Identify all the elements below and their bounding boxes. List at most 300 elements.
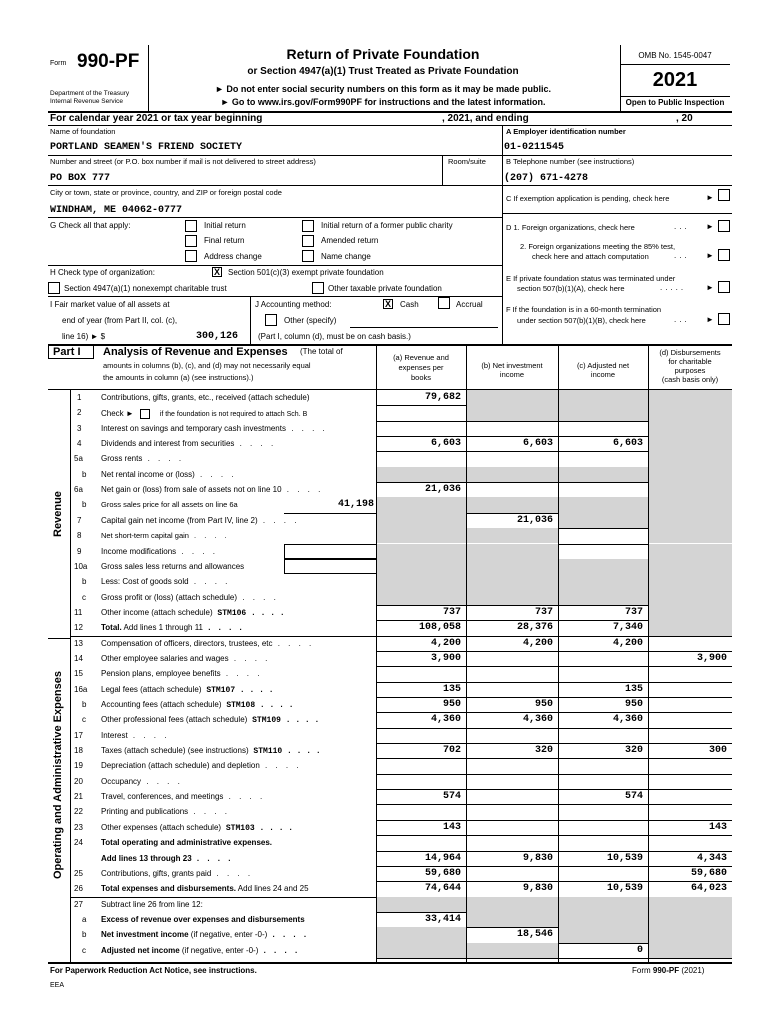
line-description — [101, 901, 203, 909]
line-text: Depreciation (attach schedule) and depletion — [101, 761, 260, 771]
line-text-extra: Add lines 24 and 25 — [236, 884, 309, 894]
line-number: 7 — [77, 515, 82, 525]
part1-desc-line1: amounts in columns (b), (c), and (d) may not necessarily equal — [103, 361, 311, 370]
notice-ssn: ► Do not enter social security numbers on this form as it may be made public. — [215, 84, 551, 94]
line-description — [101, 609, 285, 618]
line-number: 1 — [77, 393, 82, 402]
shaded-cell — [377, 497, 466, 512]
shaded-cell — [649, 544, 732, 559]
line-text: Check ► — [101, 409, 134, 419]
col-d-header-line1: (d) Disbursements — [659, 348, 721, 357]
line-description — [101, 409, 307, 419]
amended-return-label: Amended return — [321, 236, 379, 245]
shaded-cell — [467, 528, 558, 543]
line-description — [101, 931, 309, 939]
shaded-cell — [649, 405, 732, 420]
line-text: Gross sales less returns and allowances — [101, 561, 245, 571]
shaded-cell — [649, 605, 732, 620]
shaded-cell — [377, 590, 466, 605]
shaded-cell — [467, 912, 558, 927]
501c3-label: Section 501(c)(3) exempt private foundation — [228, 268, 384, 277]
line-text: Legal fees (attach schedule) — [101, 684, 202, 694]
e-checkbox[interactable] — [718, 281, 730, 293]
line-number: 4 — [77, 439, 82, 449]
line-number: c — [82, 715, 86, 725]
leader-dots: . . . . — [141, 776, 183, 786]
leader-dots: . . . . — [223, 792, 266, 802]
line-text: Other expenses (attach schedule) — [101, 822, 222, 832]
j-note: (Part I, column (d), must be on cash basis.) — [258, 332, 411, 341]
line-description — [101, 808, 230, 816]
shaded-cell — [649, 528, 732, 543]
shaded-cell — [559, 897, 648, 912]
line-number: b — [82, 700, 87, 709]
leader-dots: . . . . — [228, 653, 271, 663]
col-a-value: 4,360 — [430, 714, 461, 726]
col-a-value: 14,964 — [424, 852, 461, 864]
line-text-extra: (if negative, enter -0-) — [179, 945, 259, 955]
line-number: a — [82, 914, 87, 924]
col-c-value: 7,340 — [612, 622, 643, 634]
row-divider — [376, 851, 732, 852]
arrow-d2-icon: ► — [706, 251, 714, 260]
leader-dots: . . . . — [220, 669, 263, 679]
col-a-value: 950 — [442, 699, 461, 710]
col-a-value: 74,644 — [424, 883, 461, 895]
col-b-value: 9,830 — [522, 852, 553, 864]
col-c-value: 4,360 — [612, 714, 643, 726]
line-text: Subtract line 26 from line 12: — [101, 899, 203, 909]
shaded-cell — [467, 390, 558, 405]
shaded-cell — [467, 943, 558, 958]
line-number: 9 — [77, 546, 82, 556]
col-b-value: 21,036 — [516, 514, 553, 526]
initial-return-former-label: Initial return of a former public charity — [321, 221, 453, 230]
col-c-value: 10,539 — [606, 852, 643, 864]
row-divider — [376, 697, 732, 698]
shaded-cell — [467, 559, 558, 574]
col-b-value: 320 — [534, 745, 553, 757]
line-description — [101, 471, 237, 479]
row-divider — [376, 728, 732, 729]
col-c-value: 574 — [624, 791, 643, 803]
city-label: City or town, state or province, country, and ZIP or foreign postal code — [50, 188, 282, 197]
line-text: Contributions, gifts, grants paid — [101, 868, 212, 878]
leader-dots: . . . . — [237, 592, 279, 602]
shaded-cell — [467, 897, 558, 912]
col-c-value: 320 — [624, 745, 643, 757]
line-text: Less: Cost of goods sold — [101, 577, 189, 587]
arrow-f-icon: ► — [706, 315, 714, 324]
shaded-cell — [467, 590, 558, 605]
initial-return-former-checkbox[interactable] — [302, 220, 314, 232]
line-number: 14 — [74, 653, 83, 663]
row-divider — [376, 789, 732, 790]
fmv-value: 300,126 — [196, 331, 239, 342]
line-description — [101, 548, 218, 556]
arrow-c-icon: ► — [706, 193, 714, 202]
part1-title-note: (The total of — [300, 347, 343, 356]
leader-dots: . . . . — [257, 515, 300, 525]
shaded-cell — [649, 451, 732, 466]
shaded-cell — [649, 497, 732, 512]
row-divider — [376, 958, 732, 959]
d1-label: D 1. Foreign organizations, check here — [506, 223, 635, 232]
row-divider — [376, 881, 732, 882]
line-description — [101, 440, 276, 448]
other-taxable-label: Other taxable private foundation — [328, 284, 442, 293]
col-b-value: 18,546 — [516, 929, 553, 941]
footer-form-label — [632, 967, 704, 975]
shaded-cell — [649, 390, 732, 405]
d2-label-line2: check here and attach computation — [532, 252, 649, 261]
shaded-cell — [559, 559, 648, 574]
statement-reference: STM108 . . . . — [221, 701, 294, 710]
col-a-value: 79,682 — [424, 392, 461, 403]
row-divider — [376, 820, 732, 821]
phone-value: (207) 671-4278 — [504, 173, 589, 184]
shaded-cell — [559, 590, 648, 605]
line-text: Other professional fees (attach schedule) — [101, 715, 248, 725]
col-a-value: 4,200 — [430, 637, 461, 649]
leader-dots: . . . . — [188, 577, 231, 587]
statement-reference: STM106 . . . . — [212, 608, 285, 618]
col-a-value: 737 — [442, 606, 461, 618]
line-number: 8 — [77, 531, 82, 541]
e-label-line1: E If private foundation status was terminated under — [506, 274, 676, 283]
line-description — [101, 594, 279, 602]
col-d-value: 300 — [708, 745, 727, 757]
shaded-cell — [559, 467, 648, 482]
city-value: WINDHAM, ME 04062-0777 — [50, 205, 183, 216]
line-description — [101, 655, 270, 663]
part1-desc-line2: the amounts in column (a) (see instructions).) — [103, 373, 254, 382]
line-text: Adjusted net income — [101, 945, 180, 955]
line-text-extra: (if negative, enter -0-) — [188, 930, 268, 940]
col-a-value: 702 — [442, 745, 461, 757]
line-description — [101, 855, 233, 863]
calendar-end: , 20 — [676, 113, 693, 124]
shaded-cell — [377, 897, 466, 912]
shaded-cell — [649, 897, 732, 912]
shaded-cell — [559, 390, 648, 405]
inline-entry-box[interactable] — [284, 544, 376, 559]
footer-paperwork: For Paperwork Reduction Act Notice, see instructions. — [50, 966, 257, 975]
line-text: Net gain or (loss) from sale of assets not on line 10 — [101, 485, 282, 495]
col-a-value: 574 — [442, 791, 461, 803]
line-text: Net short-term capital gain — [101, 531, 189, 541]
address-change-label: Address change — [204, 252, 262, 261]
ein-label: A Employer identification number — [506, 127, 626, 136]
leader-dots: . . . . — [203, 623, 245, 633]
form-title: Return of Private Foundation — [286, 46, 480, 62]
line-text: Net investment income — [101, 930, 189, 940]
4947-trust-checkbox[interactable] — [48, 282, 60, 294]
leader-dots: . . . . — [127, 730, 170, 740]
leader-dots: . . . . — [211, 868, 254, 878]
col-d-value: 3,900 — [696, 652, 727, 664]
col-b-header-line2: income — [499, 370, 525, 379]
line-text: Other employee salaries and wages — [101, 653, 229, 663]
501c3-checkbox[interactable]: X — [213, 267, 220, 277]
line-description — [101, 578, 230, 586]
col-d-header-line3: purposes — [674, 366, 706, 375]
line-number: 2 — [77, 408, 82, 418]
footer-form-prefix: Form — [632, 966, 653, 975]
shaded-cell — [467, 574, 558, 589]
line-number: 20 — [74, 776, 83, 786]
f-label-line2: under section 507(b)(1)(B), check here — [517, 316, 646, 325]
line-number: 16a — [74, 684, 88, 694]
col-d-value: 4,343 — [696, 852, 727, 864]
col-c-value: 4,200 — [612, 637, 643, 649]
shaded-cell — [649, 574, 732, 589]
line-description — [101, 701, 294, 710]
row-divider — [376, 682, 732, 683]
col-b-value: 9,830 — [522, 883, 553, 895]
line-number: 13 — [74, 638, 83, 648]
line-text: Pension plans, employee benefits — [101, 669, 221, 679]
inline-entry-box[interactable] — [284, 559, 376, 574]
line-text: Accounting fees (attach schedule) — [101, 700, 222, 709]
expenses-side-label: Operating and Administrative Expenses — [52, 670, 64, 880]
shaded-cell — [559, 912, 648, 927]
statement-reference: STM109 . . . . — [247, 716, 320, 726]
leader-dots: . . . . — [234, 439, 277, 449]
amended-return-checkbox[interactable] — [302, 235, 314, 247]
line-description — [101, 563, 244, 571]
line-description — [101, 716, 319, 725]
leader-dots: . . . . — [176, 546, 218, 556]
line-text: Capital gain net income (from Part IV, line 2) — [101, 515, 258, 525]
line-text: Excess of revenue over expenses and disbursements — [101, 914, 305, 924]
col-a-value: 3,900 — [430, 652, 461, 664]
leader-dots: . . . . — [272, 638, 315, 648]
line-number: 10a — [74, 561, 88, 571]
line-description — [101, 824, 293, 833]
line-description — [101, 778, 183, 786]
part1-title: Analysis of Revenue and Expenses — [103, 346, 288, 358]
shaded-cell — [559, 927, 648, 942]
col-a-value: 6,603 — [430, 438, 461, 450]
line-description — [101, 839, 272, 847]
name-change-checkbox[interactable] — [302, 250, 314, 262]
shaded-cell — [649, 482, 732, 497]
col-d-header-line4: (cash basis only) — [661, 375, 719, 384]
line-description — [101, 885, 309, 893]
col-c-value: 135 — [624, 683, 643, 695]
line-description — [101, 517, 299, 525]
other-method-checkbox[interactable] — [265, 314, 277, 326]
shaded-cell — [649, 590, 732, 605]
line-text: Gross rents — [101, 454, 143, 464]
revenue-side-label: Revenue — [52, 491, 64, 537]
shaded-cell — [377, 559, 466, 574]
line-number: 12 — [74, 623, 83, 633]
shaded-cell — [649, 421, 732, 436]
final-return-label: Final return — [204, 236, 245, 245]
col-b-value: 28,376 — [516, 622, 553, 634]
form-label: Form — [50, 60, 67, 67]
d2-checkbox[interactable] — [718, 249, 730, 261]
col-c-value: 6,603 — [612, 438, 643, 450]
col-b-value: 4,200 — [522, 637, 553, 649]
line-text-extra: if the foundation is not required to attach Sch. B — [157, 411, 308, 419]
row-divider — [376, 774, 732, 775]
line-number: b — [82, 930, 87, 940]
shaded-cell — [377, 528, 466, 543]
col-a-value: 135 — [442, 683, 461, 695]
part1-tag: Part I — [48, 345, 94, 359]
shaded-cell — [649, 620, 732, 635]
line-text: Gross sales price for all assets on line 6a — [101, 500, 238, 510]
exemption-pending-checkbox[interactable] — [718, 189, 730, 201]
shaded-cell — [467, 405, 558, 420]
d1-checkbox[interactable] — [718, 220, 730, 232]
line-description — [101, 624, 245, 632]
col-d-value: 59,680 — [690, 867, 727, 879]
g-label: G Check all that apply: — [50, 221, 131, 230]
col-b-value: 950 — [534, 699, 553, 710]
line-text: Total. — [101, 623, 122, 633]
leader-dots: . . . . — [281, 485, 324, 495]
i-label-line2: end of year (from Part II, col. (c), — [62, 316, 178, 325]
shaded-cell — [649, 927, 732, 942]
line-text: Occupancy — [101, 776, 142, 786]
leader-dots: . . . . — [142, 454, 185, 464]
d2-label-line1: 2. Foreign organizations meeting the 85% test, — [520, 242, 676, 251]
shaded-cell — [377, 927, 466, 942]
line-text: Total operating and administrative expenses. — [101, 838, 273, 848]
f-checkbox[interactable] — [718, 313, 730, 325]
line-text: Net rental income or (loss) — [101, 469, 195, 479]
shaded-cell — [649, 943, 732, 958]
col-c-value: 950 — [624, 699, 643, 710]
line-description — [101, 670, 262, 678]
address-change-checkbox[interactable] — [185, 250, 197, 262]
accrual-checkbox[interactable] — [438, 297, 450, 309]
col-c-header-line2: income — [590, 370, 616, 379]
4947-trust-label: Section 4947(a)(1) nonexempt charitable trust — [64, 284, 227, 293]
shaded-cell — [377, 467, 466, 482]
j-label: J Accounting method: — [255, 300, 332, 309]
line-description — [101, 793, 265, 801]
row-divider — [376, 866, 732, 867]
line-number: 11 — [74, 607, 83, 617]
calendar-year-label: For calendar year 2021 or tax year beginning — [50, 113, 263, 124]
line-number: b — [82, 469, 87, 479]
line-text: Other income (attach schedule) — [101, 607, 213, 617]
row-divider — [376, 666, 732, 667]
line-description — [101, 947, 300, 955]
line-text: Total expenses and disbursements. — [101, 884, 237, 894]
shaded-cell — [559, 513, 648, 528]
form-subtitle: or Section 4947(a)(1) Trust Treated as Private Foundation — [247, 66, 519, 77]
line-text: Taxes (attach schedule) (see instructions) — [101, 746, 249, 756]
line-description — [101, 455, 184, 463]
dept-line1: Department of the Treasury — [50, 90, 130, 97]
leader-dots: . . . . — [258, 945, 301, 955]
col-d-value: 143 — [708, 821, 727, 833]
row-divider — [376, 758, 732, 759]
calendar-mid: , 2021, and ending — [442, 113, 529, 124]
cash-checkbox[interactable]: X — [384, 299, 391, 309]
gross-sales-price-value: 41,198 — [337, 499, 374, 511]
line-number: 15 — [74, 669, 83, 679]
initial-return-checkbox[interactable] — [185, 220, 197, 232]
line-description — [101, 394, 310, 402]
ein-value: 01-0211545 — [504, 142, 565, 153]
other-method-label: Other (specify) — [284, 316, 337, 325]
line-description — [101, 425, 328, 433]
shaded-cell — [377, 544, 466, 559]
line-description — [101, 486, 323, 494]
line-description — [101, 501, 238, 509]
line-text: Printing and publications — [101, 807, 189, 817]
row-divider — [376, 804, 732, 805]
exemption-pending-label: C If exemption application is pending, check here — [506, 194, 670, 203]
col-b-value: 737 — [534, 606, 553, 618]
row-divider — [70, 636, 732, 637]
footer-eea: EEA — [50, 982, 65, 989]
notice-website: ► Go to www.irs.gov/Form990PF for instructions and the latest information. — [220, 97, 546, 107]
footer-form-number: 990-PF — [652, 966, 680, 975]
col-c-value: 737 — [624, 606, 643, 618]
cash-label: Cash — [400, 300, 419, 309]
footer-form-suffix: (2021) — [679, 966, 705, 975]
line-text: Dividends and interest from securities — [101, 439, 235, 449]
col-b-value: 4,360 — [522, 714, 553, 726]
line-description — [101, 747, 321, 756]
sch-b-checkbox[interactable] — [140, 409, 150, 419]
shaded-cell — [649, 559, 732, 574]
arrow-d1-icon: ► — [706, 222, 714, 231]
statement-reference: STM110 . . . . — [248, 747, 321, 757]
initial-return-label: Initial return — [204, 221, 246, 230]
col-a-value: 143 — [442, 821, 461, 833]
col-a-value: 59,680 — [424, 867, 461, 879]
col-a-value: 33,414 — [424, 913, 461, 925]
col-a-header-line2: expenses per — [398, 363, 444, 372]
shaded-cell — [649, 513, 732, 528]
street-value: PO BOX 777 — [50, 173, 111, 184]
line-number: 3 — [77, 423, 82, 433]
i-label-line1: I Fair market value of all assets at — [50, 300, 170, 309]
line-text: Compensation of officers, directors, trustees, etc — [101, 638, 273, 648]
other-taxable-checkbox[interactable] — [312, 282, 324, 294]
col-d-value: 64,023 — [690, 883, 727, 895]
line-number: c — [82, 945, 86, 955]
leader-dots: . . . . — [194, 469, 237, 479]
shaded-cell — [377, 513, 466, 528]
foundation-name-label: Name of foundation — [50, 127, 116, 136]
leader-dots: . . . . — [188, 531, 230, 541]
line-text: Interest on savings and temporary cash investments — [101, 423, 286, 433]
i-label-line3: line 16) ► $ — [62, 332, 106, 341]
line-number: 6a — [74, 485, 83, 495]
line-number: 27 — [74, 899, 83, 909]
phone-label: B Telephone number (see instructions) — [506, 157, 635, 166]
line-text-extra: Add lines 1 through 11 — [121, 623, 203, 633]
shaded-cell — [649, 467, 732, 482]
final-return-checkbox[interactable] — [185, 235, 197, 247]
line-number: b — [82, 500, 87, 510]
line-number: 18 — [74, 746, 83, 756]
col-d-header-line2: for charitable — [668, 357, 712, 366]
shaded-cell — [559, 405, 648, 420]
statement-reference: STM107 . . . . — [201, 685, 274, 695]
col-c-value: 10,539 — [606, 883, 643, 895]
